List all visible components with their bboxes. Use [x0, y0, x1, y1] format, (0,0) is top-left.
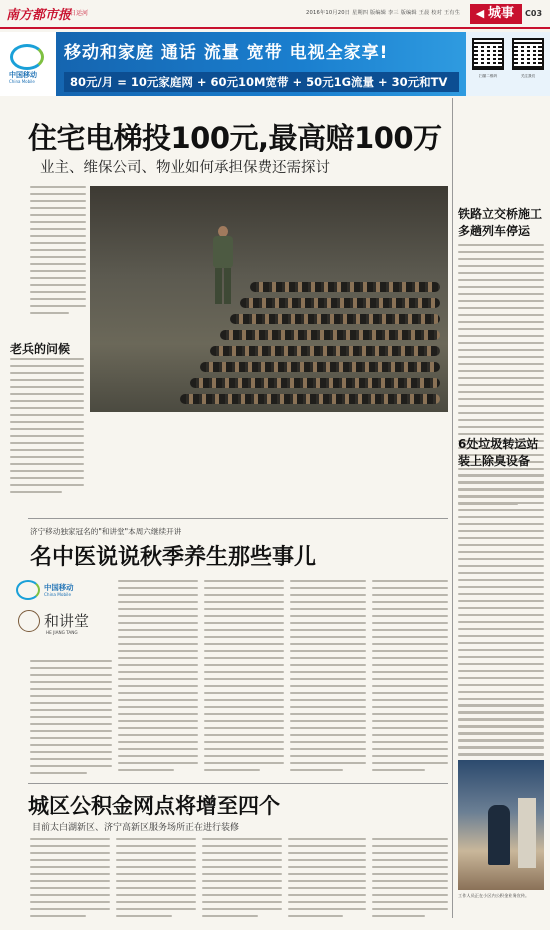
- sponsor-logos: [16, 580, 106, 652]
- audience-row: [210, 346, 440, 356]
- article3-body-col-4: [288, 838, 366, 922]
- masthead: [0, 0, 550, 36]
- audience-row: [230, 314, 440, 324]
- ad-logo-en: China Mobile: [9, 79, 35, 84]
- china-mobile-logo: [16, 580, 106, 602]
- section-name: 城事: [488, 6, 515, 21]
- staff-figure: [488, 805, 510, 865]
- speaker-figure: [210, 226, 236, 304]
- section-badge: [470, 4, 544, 26]
- lead-subhead: 业主、维保公司、物业如何承担保费还需探讨: [40, 160, 330, 176]
- audience-row: [200, 362, 440, 372]
- article2-body-col-3: [204, 580, 284, 778]
- qr-caption: 扫描二维码: [479, 74, 497, 78]
- sidebar-rule: [452, 98, 453, 918]
- photo-story: [10, 340, 84, 512]
- article3-body-col-5: [372, 838, 448, 922]
- audience-row: [190, 378, 440, 388]
- sidebar-story1-title: 铁路立交桥施工多趟列车停运: [458, 207, 543, 238]
- lead-body-top: [92, 176, 448, 186]
- china-mobile-logo: [6, 42, 52, 88]
- ad-main-panel: [56, 32, 466, 96]
- sponsor-name: 中国移动: [44, 583, 74, 592]
- public-fund-photo: [458, 760, 544, 890]
- article2-kicker: 济宁移动独家冠名的"和讲堂"本周六继续开讲: [30, 527, 182, 536]
- brand-en: HE JIANG TANG: [46, 630, 78, 635]
- china-mobile-logo-icon: [10, 44, 44, 70]
- article2-body-col-2: [118, 580, 198, 778]
- qr-caption: 关注我们: [520, 74, 536, 78]
- photo-story-title: 老兵的问候: [10, 342, 71, 356]
- edition-label: 今日运河: [64, 10, 89, 17]
- newspaper-logo: 南方都市报: [6, 8, 72, 23]
- lead-headline: 住宅电梯投100元,最高赔100万: [28, 121, 442, 155]
- lead-body-col-a: [30, 186, 86, 336]
- article3-body-col-2: [116, 838, 196, 922]
- article3-body-col-1: [30, 838, 110, 922]
- article3-headline: 城区公积金网点将增至四个: [28, 794, 280, 818]
- audience-row: [240, 298, 440, 308]
- photo-story-body: [10, 358, 84, 508]
- china-mobile-logo-icon: [16, 580, 40, 600]
- ad-title: 移动和家庭 通话 流量 宽带 电视全家享!: [64, 43, 389, 63]
- hejiangtang-emblem-icon: [18, 610, 40, 632]
- divider: [28, 783, 448, 784]
- qr-code-icon[interactable]: [512, 38, 544, 70]
- article2-headline: 名中医说说秋季养生那些事儿: [30, 545, 317, 570]
- audience-row: [180, 394, 440, 404]
- page-number: C03: [525, 9, 543, 18]
- dateline: 2016年10月20日 星期四 版编辑 李三 版编辑 王晨 校对 王有生: [306, 10, 461, 16]
- article2-body-col-1: [30, 660, 112, 778]
- ad-price-strip: 80元/月 = 10元家庭网 + 60元10M宽带 + 50元1G流量 + 30元和TV: [64, 72, 459, 92]
- article2-body-col-4: [290, 580, 366, 778]
- qr-code-icon[interactable]: [472, 38, 504, 70]
- masthead-rule: [0, 27, 550, 29]
- sponsor-en: China Mobile: [44, 592, 72, 597]
- sidebar-story2-title: 6处垃圾转运站装上除臭设备: [458, 437, 539, 468]
- ad-logo-text: 中国移动: [9, 71, 37, 79]
- ad-banner[interactable]: [0, 32, 550, 96]
- article3-subhead: 目前太白湖新区、济宁高新区服务场所正在进行装修: [32, 823, 240, 833]
- section-arrow-icon: ◀: [475, 7, 485, 20]
- article2-body-col-5: [372, 580, 448, 778]
- soldier-speech-photo: [90, 186, 448, 412]
- audience-row: [220, 330, 440, 340]
- ad-qr-area: [466, 32, 550, 96]
- divider: [28, 518, 448, 519]
- photo-caption: 工作人员正在小区内公积金业务宣传。: [458, 893, 530, 898]
- article3-body-col-3: [202, 838, 282, 922]
- audience-row: [250, 282, 440, 292]
- brand-name: 和讲堂: [44, 612, 90, 630]
- info-stand: [518, 798, 536, 868]
- sidebar: [458, 98, 544, 918]
